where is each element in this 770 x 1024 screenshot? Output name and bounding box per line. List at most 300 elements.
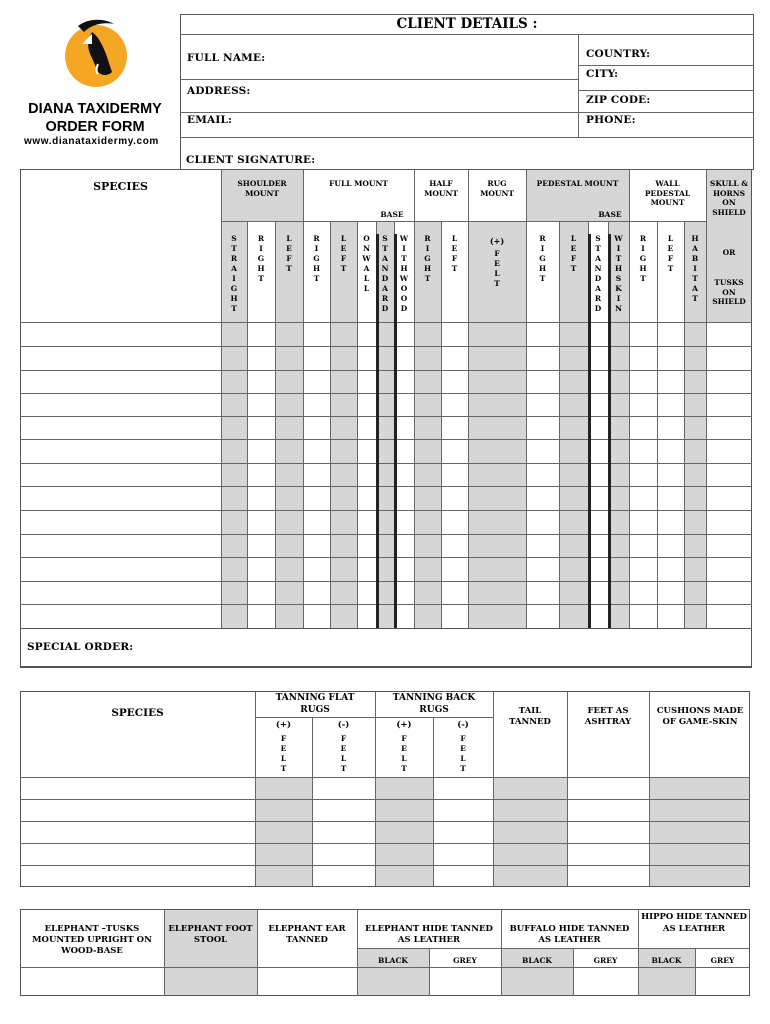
option-checkbox-cell[interactable] <box>468 463 526 486</box>
option-checkbox-cell[interactable] <box>376 346 394 370</box>
option-checkbox-cell[interactable] <box>221 581 247 604</box>
option-checkbox-cell[interactable] <box>608 393 629 416</box>
option-checkbox-cell[interactable] <box>588 486 608 510</box>
option-checkbox-cell[interactable] <box>433 821 493 843</box>
option-checkbox-cell[interactable] <box>684 463 706 486</box>
option-checkbox-cell[interactable] <box>526 581 559 604</box>
option-checkbox-cell[interactable] <box>684 557 706 581</box>
option-checkbox-cell[interactable] <box>255 799 312 821</box>
option-checkbox-cell[interactable] <box>588 581 608 604</box>
option-checkbox-cell[interactable] <box>501 967 573 996</box>
option-checkbox-cell[interactable] <box>629 346 657 370</box>
option-checkbox-cell[interactable] <box>441 463 468 486</box>
option-checkbox-cell[interactable] <box>441 604 468 628</box>
brand-website[interactable]: www.dianataxidermy.com <box>24 136 159 147</box>
option-checkbox-cell[interactable] <box>255 865 312 887</box>
species-input-cell[interactable] <box>20 416 221 439</box>
option-checkbox-cell[interactable] <box>375 865 433 887</box>
option-checkbox-cell[interactable] <box>468 604 526 628</box>
option-checkbox-cell[interactable] <box>357 534 376 557</box>
option-checkbox-cell[interactable] <box>441 534 468 557</box>
species-input-cell[interactable] <box>20 865 255 887</box>
option-checkbox-cell[interactable] <box>638 967 695 996</box>
option-checkbox-cell[interactable] <box>629 393 657 416</box>
species-input-cell[interactable] <box>20 510 221 534</box>
option-checkbox-cell[interactable] <box>706 393 752 416</box>
option-checkbox-cell[interactable] <box>164 967 257 996</box>
option-checkbox-cell[interactable] <box>657 604 684 628</box>
option-checkbox-cell[interactable] <box>221 416 247 439</box>
option-checkbox-cell[interactable] <box>394 510 414 534</box>
option-checkbox-cell[interactable] <box>649 777 750 799</box>
option-checkbox-cell[interactable] <box>247 346 275 370</box>
option-checkbox-cell[interactable] <box>394 393 414 416</box>
option-checkbox-cell[interactable] <box>312 821 375 843</box>
option-checkbox-cell[interactable] <box>330 557 357 581</box>
option-checkbox-cell[interactable] <box>559 439 588 463</box>
option-checkbox-cell[interactable] <box>493 777 567 799</box>
option-checkbox-cell[interactable] <box>221 486 247 510</box>
option-checkbox-cell[interactable] <box>312 865 375 887</box>
option-checkbox-cell[interactable] <box>706 581 752 604</box>
species-input-cell[interactable] <box>20 777 255 799</box>
option-checkbox-cell[interactable] <box>629 322 657 346</box>
option-checkbox-cell[interactable] <box>706 370 752 393</box>
option-checkbox-cell[interactable] <box>706 510 752 534</box>
option-checkbox-cell[interactable] <box>376 486 394 510</box>
option-checkbox-cell[interactable] <box>684 604 706 628</box>
option-checkbox-cell[interactable] <box>706 486 752 510</box>
option-checkbox-cell[interactable] <box>559 322 588 346</box>
species-input-cell[interactable] <box>20 393 221 416</box>
option-checkbox-cell[interactable] <box>493 799 567 821</box>
option-checkbox-cell[interactable] <box>247 322 275 346</box>
option-checkbox-cell[interactable] <box>376 534 394 557</box>
option-checkbox-cell[interactable] <box>312 843 375 865</box>
option-checkbox-cell[interactable] <box>567 777 649 799</box>
option-checkbox-cell[interactable] <box>221 370 247 393</box>
option-checkbox-cell[interactable] <box>303 439 330 463</box>
option-checkbox-cell[interactable] <box>493 843 567 865</box>
option-checkbox-cell[interactable] <box>221 393 247 416</box>
option-checkbox-cell[interactable] <box>608 534 629 557</box>
option-checkbox-cell[interactable] <box>706 439 752 463</box>
option-checkbox-cell[interactable] <box>357 393 376 416</box>
option-checkbox-cell[interactable] <box>433 865 493 887</box>
option-checkbox-cell[interactable] <box>559 370 588 393</box>
option-checkbox-cell[interactable] <box>559 486 588 510</box>
option-checkbox-cell[interactable] <box>559 463 588 486</box>
option-checkbox-cell[interactable] <box>573 967 638 996</box>
option-checkbox-cell[interactable] <box>303 463 330 486</box>
option-checkbox-cell[interactable] <box>559 510 588 534</box>
option-checkbox-cell[interactable] <box>221 346 247 370</box>
option-checkbox-cell[interactable] <box>357 463 376 486</box>
option-checkbox-cell[interactable] <box>468 416 526 439</box>
option-checkbox-cell[interactable] <box>608 557 629 581</box>
option-checkbox-cell[interactable] <box>526 557 559 581</box>
option-checkbox-cell[interactable] <box>629 463 657 486</box>
option-checkbox-cell[interactable] <box>468 322 526 346</box>
option-checkbox-cell[interactable] <box>275 534 303 557</box>
option-checkbox-cell[interactable] <box>275 370 303 393</box>
option-checkbox-cell[interactable] <box>255 777 312 799</box>
option-checkbox-cell[interactable] <box>526 346 559 370</box>
option-checkbox-cell[interactable] <box>303 510 330 534</box>
species-input-cell[interactable] <box>20 843 255 865</box>
option-checkbox-cell[interactable] <box>706 534 752 557</box>
option-checkbox-cell[interactable] <box>567 843 649 865</box>
option-checkbox-cell[interactable] <box>608 486 629 510</box>
option-checkbox-cell[interactable] <box>312 777 375 799</box>
option-checkbox-cell[interactable] <box>275 322 303 346</box>
option-checkbox-cell[interactable] <box>629 370 657 393</box>
option-checkbox-cell[interactable] <box>247 416 275 439</box>
option-checkbox-cell[interactable] <box>441 393 468 416</box>
species-input-cell[interactable] <box>20 821 255 843</box>
option-checkbox-cell[interactable] <box>684 486 706 510</box>
option-checkbox-cell[interactable] <box>255 821 312 843</box>
option-checkbox-cell[interactable] <box>414 416 441 439</box>
option-checkbox-cell[interactable] <box>559 581 588 604</box>
option-checkbox-cell[interactable] <box>375 821 433 843</box>
option-checkbox-cell[interactable] <box>330 393 357 416</box>
species-input-cell[interactable] <box>20 799 255 821</box>
option-checkbox-cell[interactable] <box>441 486 468 510</box>
option-checkbox-cell[interactable] <box>357 510 376 534</box>
option-checkbox-cell[interactable] <box>275 604 303 628</box>
option-checkbox-cell[interactable] <box>303 581 330 604</box>
option-checkbox-cell[interactable] <box>706 604 752 628</box>
option-checkbox-cell[interactable] <box>441 346 468 370</box>
option-checkbox-cell[interactable] <box>303 322 330 346</box>
option-checkbox-cell[interactable] <box>441 581 468 604</box>
option-checkbox-cell[interactable] <box>255 843 312 865</box>
option-checkbox-cell[interactable] <box>429 967 501 996</box>
option-checkbox-cell[interactable] <box>588 393 608 416</box>
option-checkbox-cell[interactable] <box>629 557 657 581</box>
option-checkbox-cell[interactable] <box>357 346 376 370</box>
option-checkbox-cell[interactable] <box>468 557 526 581</box>
option-checkbox-cell[interactable] <box>375 799 433 821</box>
option-checkbox-cell[interactable] <box>526 463 559 486</box>
option-checkbox-cell[interactable] <box>394 439 414 463</box>
option-checkbox-cell[interactable] <box>330 370 357 393</box>
option-checkbox-cell[interactable] <box>559 416 588 439</box>
option-checkbox-cell[interactable] <box>684 581 706 604</box>
option-checkbox-cell[interactable] <box>684 510 706 534</box>
option-checkbox-cell[interactable] <box>526 322 559 346</box>
option-checkbox-cell[interactable] <box>247 581 275 604</box>
option-checkbox-cell[interactable] <box>433 799 493 821</box>
option-checkbox-cell[interactable] <box>414 486 441 510</box>
option-checkbox-cell[interactable] <box>375 843 433 865</box>
species-input-cell[interactable] <box>20 322 221 346</box>
option-checkbox-cell[interactable] <box>330 510 357 534</box>
option-checkbox-cell[interactable] <box>275 346 303 370</box>
option-checkbox-cell[interactable] <box>357 322 376 346</box>
option-checkbox-cell[interactable] <box>247 486 275 510</box>
option-checkbox-cell[interactable] <box>394 463 414 486</box>
option-checkbox-cell[interactable] <box>629 416 657 439</box>
option-checkbox-cell[interactable] <box>394 322 414 346</box>
option-checkbox-cell[interactable] <box>330 322 357 346</box>
option-checkbox-cell[interactable] <box>608 322 629 346</box>
option-checkbox-cell[interactable] <box>303 534 330 557</box>
option-checkbox-cell[interactable] <box>414 581 441 604</box>
option-checkbox-cell[interactable] <box>608 416 629 439</box>
option-checkbox-cell[interactable] <box>608 581 629 604</box>
option-checkbox-cell[interactable] <box>706 416 752 439</box>
option-checkbox-cell[interactable] <box>684 534 706 557</box>
option-checkbox-cell[interactable] <box>312 799 375 821</box>
option-checkbox-cell[interactable] <box>657 534 684 557</box>
option-checkbox-cell[interactable] <box>608 370 629 393</box>
option-checkbox-cell[interactable] <box>357 486 376 510</box>
option-checkbox-cell[interactable] <box>649 843 750 865</box>
option-checkbox-cell[interactable] <box>468 346 526 370</box>
option-checkbox-cell[interactable] <box>608 510 629 534</box>
option-checkbox-cell[interactable] <box>684 439 706 463</box>
option-checkbox-cell[interactable] <box>394 534 414 557</box>
option-checkbox-cell[interactable] <box>468 486 526 510</box>
option-checkbox-cell[interactable] <box>629 510 657 534</box>
option-checkbox-cell[interactable] <box>275 393 303 416</box>
option-checkbox-cell[interactable] <box>657 393 684 416</box>
option-checkbox-cell[interactable] <box>221 463 247 486</box>
option-checkbox-cell[interactable] <box>559 346 588 370</box>
option-checkbox-cell[interactable] <box>394 581 414 604</box>
option-checkbox-cell[interactable] <box>441 557 468 581</box>
option-checkbox-cell[interactable] <box>657 557 684 581</box>
option-checkbox-cell[interactable] <box>414 463 441 486</box>
option-checkbox-cell[interactable] <box>357 581 376 604</box>
option-checkbox-cell[interactable] <box>706 346 752 370</box>
option-checkbox-cell[interactable] <box>376 322 394 346</box>
option-checkbox-cell[interactable] <box>526 534 559 557</box>
option-checkbox-cell[interactable] <box>414 557 441 581</box>
option-checkbox-cell[interactable] <box>526 510 559 534</box>
option-checkbox-cell[interactable] <box>567 799 649 821</box>
option-checkbox-cell[interactable] <box>221 557 247 581</box>
option-checkbox-cell[interactable] <box>657 346 684 370</box>
option-checkbox-cell[interactable] <box>468 581 526 604</box>
species-input-cell[interactable] <box>20 486 221 510</box>
option-checkbox-cell[interactable] <box>247 439 275 463</box>
option-checkbox-cell[interactable] <box>559 557 588 581</box>
option-checkbox-cell[interactable] <box>221 604 247 628</box>
option-checkbox-cell[interactable] <box>588 604 608 628</box>
option-checkbox-cell[interactable] <box>330 581 357 604</box>
option-checkbox-cell[interactable] <box>303 486 330 510</box>
option-checkbox-cell[interactable] <box>559 604 588 628</box>
option-checkbox-cell[interactable] <box>330 346 357 370</box>
option-checkbox-cell[interactable] <box>526 416 559 439</box>
option-checkbox-cell[interactable] <box>588 557 608 581</box>
species-input-cell[interactable] <box>20 534 221 557</box>
option-checkbox-cell[interactable] <box>376 439 394 463</box>
option-checkbox-cell[interactable] <box>376 416 394 439</box>
option-checkbox-cell[interactable] <box>247 604 275 628</box>
option-checkbox-cell[interactable] <box>657 463 684 486</box>
option-checkbox-cell[interactable] <box>275 581 303 604</box>
option-checkbox-cell[interactable] <box>468 534 526 557</box>
option-checkbox-cell[interactable] <box>376 557 394 581</box>
option-checkbox-cell[interactable] <box>247 557 275 581</box>
option-checkbox-cell[interactable] <box>247 393 275 416</box>
option-checkbox-cell[interactable] <box>588 463 608 486</box>
option-checkbox-cell[interactable] <box>330 416 357 439</box>
option-checkbox-cell[interactable] <box>357 967 429 996</box>
option-checkbox-cell[interactable] <box>221 534 247 557</box>
option-checkbox-cell[interactable] <box>468 393 526 416</box>
option-checkbox-cell[interactable] <box>629 581 657 604</box>
option-checkbox-cell[interactable] <box>588 370 608 393</box>
option-checkbox-cell[interactable] <box>526 439 559 463</box>
species-input-cell[interactable] <box>20 463 221 486</box>
option-checkbox-cell[interactable] <box>303 416 330 439</box>
option-checkbox-cell[interactable] <box>695 967 750 996</box>
option-checkbox-cell[interactable] <box>394 346 414 370</box>
option-checkbox-cell[interactable] <box>588 416 608 439</box>
option-checkbox-cell[interactable] <box>275 463 303 486</box>
species-input-cell[interactable] <box>20 439 221 463</box>
option-checkbox-cell[interactable] <box>657 486 684 510</box>
option-checkbox-cell[interactable] <box>684 322 706 346</box>
option-checkbox-cell[interactable] <box>221 510 247 534</box>
option-checkbox-cell[interactable] <box>303 370 330 393</box>
option-checkbox-cell[interactable] <box>608 439 629 463</box>
option-checkbox-cell[interactable] <box>357 370 376 393</box>
option-checkbox-cell[interactable] <box>493 865 567 887</box>
option-checkbox-cell[interactable] <box>303 393 330 416</box>
option-checkbox-cell[interactable] <box>247 534 275 557</box>
option-checkbox-cell[interactable] <box>357 439 376 463</box>
option-checkbox-cell[interactable] <box>330 439 357 463</box>
option-checkbox-cell[interactable] <box>706 557 752 581</box>
option-checkbox-cell[interactable] <box>441 416 468 439</box>
option-checkbox-cell[interactable] <box>657 581 684 604</box>
option-checkbox-cell[interactable] <box>684 370 706 393</box>
option-checkbox-cell[interactable] <box>330 486 357 510</box>
option-checkbox-cell[interactable] <box>468 370 526 393</box>
species-input-cell[interactable] <box>20 370 221 393</box>
option-checkbox-cell[interactable] <box>414 439 441 463</box>
option-checkbox-cell[interactable] <box>394 416 414 439</box>
option-checkbox-cell[interactable] <box>441 439 468 463</box>
option-checkbox-cell[interactable] <box>608 346 629 370</box>
option-checkbox-cell[interactable] <box>394 370 414 393</box>
option-checkbox-cell[interactable] <box>706 463 752 486</box>
option-checkbox-cell[interactable] <box>20 967 164 996</box>
option-checkbox-cell[interactable] <box>433 777 493 799</box>
option-checkbox-cell[interactable] <box>588 439 608 463</box>
option-checkbox-cell[interactable] <box>706 322 752 346</box>
option-checkbox-cell[interactable] <box>221 439 247 463</box>
option-checkbox-cell[interactable] <box>629 439 657 463</box>
option-checkbox-cell[interactable] <box>649 799 750 821</box>
option-checkbox-cell[interactable] <box>526 486 559 510</box>
option-checkbox-cell[interactable] <box>684 393 706 416</box>
option-checkbox-cell[interactable] <box>330 463 357 486</box>
option-checkbox-cell[interactable] <box>629 604 657 628</box>
option-checkbox-cell[interactable] <box>303 557 330 581</box>
option-checkbox-cell[interactable] <box>376 393 394 416</box>
option-checkbox-cell[interactable] <box>567 865 649 887</box>
option-checkbox-cell[interactable] <box>275 510 303 534</box>
option-checkbox-cell[interactable] <box>376 370 394 393</box>
option-checkbox-cell[interactable] <box>608 463 629 486</box>
option-checkbox-cell[interactable] <box>414 393 441 416</box>
option-checkbox-cell[interactable] <box>649 865 750 887</box>
option-checkbox-cell[interactable] <box>357 416 376 439</box>
species-input-cell[interactable] <box>20 581 221 604</box>
species-input-cell[interactable] <box>20 604 221 628</box>
option-checkbox-cell[interactable] <box>559 534 588 557</box>
option-checkbox-cell[interactable] <box>441 322 468 346</box>
option-checkbox-cell[interactable] <box>588 510 608 534</box>
option-checkbox-cell[interactable] <box>330 604 357 628</box>
option-checkbox-cell[interactable] <box>657 439 684 463</box>
option-checkbox-cell[interactable] <box>657 416 684 439</box>
option-checkbox-cell[interactable] <box>588 346 608 370</box>
option-checkbox-cell[interactable] <box>441 370 468 393</box>
option-checkbox-cell[interactable] <box>303 604 330 628</box>
option-checkbox-cell[interactable] <box>247 510 275 534</box>
option-checkbox-cell[interactable] <box>275 416 303 439</box>
option-checkbox-cell[interactable] <box>375 777 433 799</box>
option-checkbox-cell[interactable] <box>376 604 394 628</box>
option-checkbox-cell[interactable] <box>303 346 330 370</box>
option-checkbox-cell[interactable] <box>629 534 657 557</box>
option-checkbox-cell[interactable] <box>657 322 684 346</box>
option-checkbox-cell[interactable] <box>629 486 657 510</box>
option-checkbox-cell[interactable] <box>649 821 750 843</box>
option-checkbox-cell[interactable] <box>588 534 608 557</box>
option-checkbox-cell[interactable] <box>526 393 559 416</box>
option-checkbox-cell[interactable] <box>414 370 441 393</box>
option-checkbox-cell[interactable] <box>257 967 357 996</box>
option-checkbox-cell[interactable] <box>394 486 414 510</box>
option-checkbox-cell[interactable] <box>657 510 684 534</box>
option-checkbox-cell[interactable] <box>275 557 303 581</box>
option-checkbox-cell[interactable] <box>247 463 275 486</box>
option-checkbox-cell[interactable] <box>468 439 526 463</box>
option-checkbox-cell[interactable] <box>221 322 247 346</box>
option-checkbox-cell[interactable] <box>433 843 493 865</box>
option-checkbox-cell[interactable] <box>394 604 414 628</box>
option-checkbox-cell[interactable] <box>684 346 706 370</box>
option-checkbox-cell[interactable] <box>376 581 394 604</box>
option-checkbox-cell[interactable] <box>684 416 706 439</box>
option-checkbox-cell[interactable] <box>394 557 414 581</box>
option-checkbox-cell[interactable] <box>376 510 394 534</box>
option-checkbox-cell[interactable] <box>376 463 394 486</box>
option-checkbox-cell[interactable] <box>608 604 629 628</box>
option-checkbox-cell[interactable] <box>357 604 376 628</box>
option-checkbox-cell[interactable] <box>468 510 526 534</box>
option-checkbox-cell[interactable] <box>247 370 275 393</box>
option-checkbox-cell[interactable] <box>414 322 441 346</box>
option-checkbox-cell[interactable] <box>414 604 441 628</box>
option-checkbox-cell[interactable] <box>275 486 303 510</box>
option-checkbox-cell[interactable] <box>526 604 559 628</box>
option-checkbox-cell[interactable] <box>414 534 441 557</box>
option-checkbox-cell[interactable] <box>493 821 567 843</box>
option-checkbox-cell[interactable] <box>441 510 468 534</box>
species-input-cell[interactable] <box>20 346 221 370</box>
option-checkbox-cell[interactable] <box>559 393 588 416</box>
